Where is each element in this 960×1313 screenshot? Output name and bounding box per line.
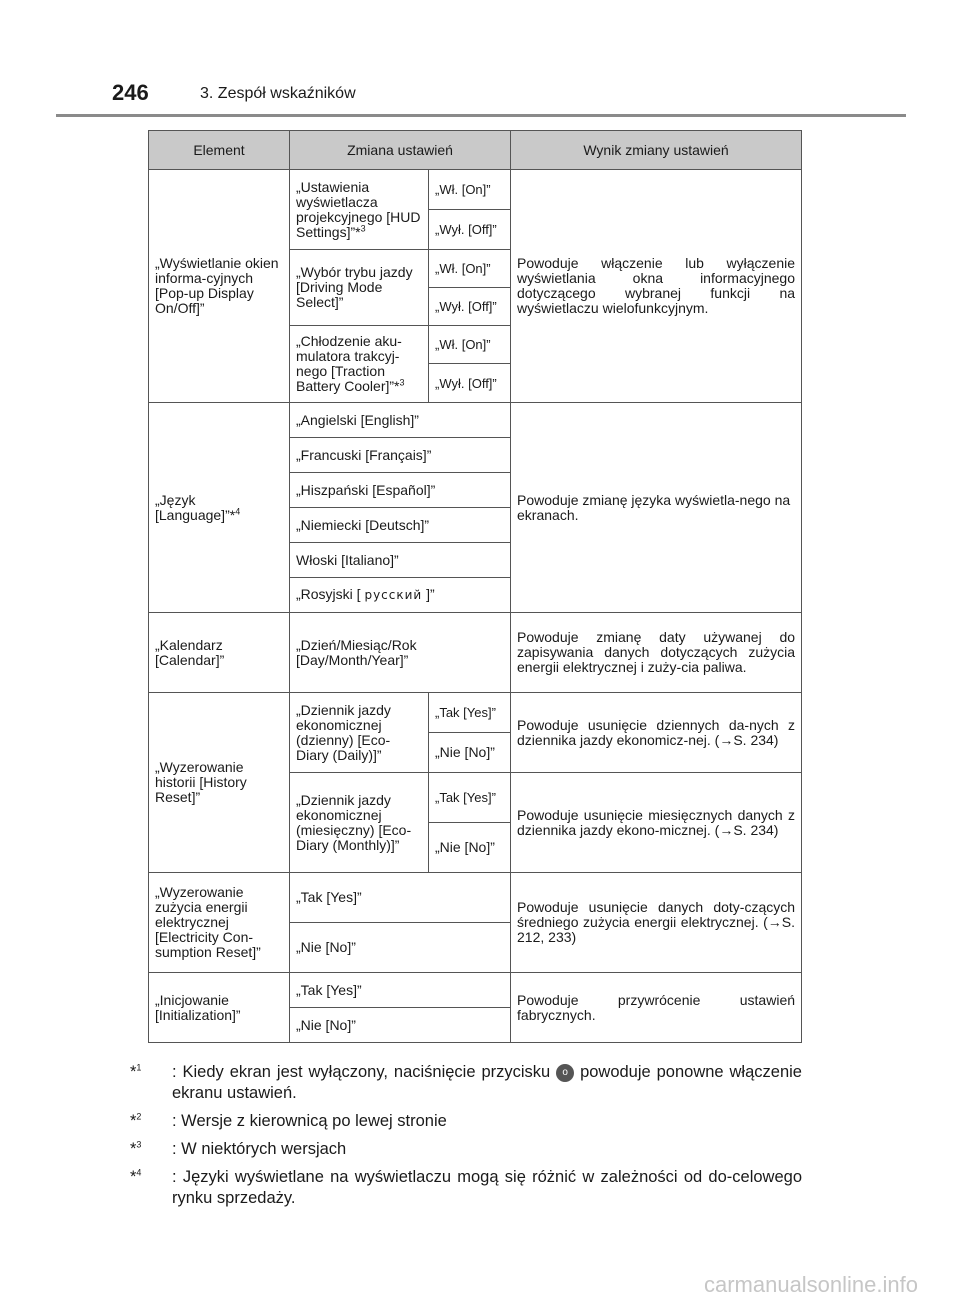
display-button-icon: o <box>556 1064 574 1082</box>
table-header-row <box>149 131 802 170</box>
column-header-result: Wynik zmiany ustawień <box>511 131 802 170</box>
drive-mode-setting-cell: „Wybór trybu jazdy [Driving Mode Select]” <box>290 250 429 326</box>
footnote-text: : Kiedy ekran jest wyłączony, naciśnięcie przycisku <box>172 1063 551 1081</box>
footnote-text: powoduje ponowne włączenie ekranu ustawień. <box>172 1063 802 1102</box>
daily-setting-cell: „Dziennik jazdy ekonomicznej (dzienny) [Eco-Diary (Daily)]” <box>290 693 429 773</box>
option-cell: „Wł. [On]” <box>429 326 511 364</box>
history-element-cell: „Wyzerowanie historii [History Reset]” <box>149 693 290 873</box>
hud-setting-label: „Ustawienia wyświetlacza projekcyjnego [HUD Settings]”* <box>296 178 421 240</box>
header-divider <box>56 114 906 117</box>
language-option-cell <box>290 578 511 613</box>
footnote-ref: 3 <box>399 377 405 388</box>
language-element-label: „Język [Language]”* <box>155 491 236 523</box>
footnote-mark: *$^3$ <box>130 1139 142 1158</box>
language-option-cell: „Hiszpański [Español]” <box>290 473 511 508</box>
option-cell: „Tak [Yes]” <box>429 693 511 733</box>
option-cell: „Tak [Yes]” <box>290 973 511 1008</box>
page-number: 246 <box>112 80 149 105</box>
russian-option-suffix: ]” <box>426 586 435 602</box>
option-cell: „Nie [No]” <box>290 1008 511 1043</box>
option-cell: „Nie [No]” <box>290 923 511 973</box>
calendar-result-cell: Powoduje zmianę daty używanej do zapisywania danych dotyczących zużycia energii elektrycznej i zuży-cia paliwa. <box>511 613 802 693</box>
column-header-element: Element <box>149 131 290 170</box>
init-element-cell: „Inicjowanie [Initialization]” <box>149 973 290 1043</box>
init-result-cell: Powoduje przywrócenie ustawień fabrycznych. <box>511 973 802 1043</box>
cooler-setting-cell <box>290 326 429 403</box>
language-result-cell: Powoduje zmianę języka wyświetla-nego na ekranach. <box>511 403 802 613</box>
option-cell: „Wył. [Off]” <box>429 364 511 403</box>
column-header-setting: Zmiana ustawień <box>290 131 511 170</box>
language-option-cell: Włoski [Italiano]” <box>290 543 511 578</box>
option-cell: „Nie [No]” <box>429 733 511 773</box>
monthly-setting-cell: „Dziennik jazdy ekonomicznej (miesięczny) [Eco-Diary (Monthly)]” <box>290 773 429 873</box>
option-cell: „Wył. [Off]” <box>429 210 511 250</box>
page-header <box>0 70 960 112</box>
option-cell: „Wył. [Off]” <box>429 288 511 326</box>
electricity-result-cell: Powoduje usunięcie danych doty-czących średniego zużycia energii elektrycznej. (→S. 212, 233) <box>511 873 802 973</box>
footnote-4 <box>130 1167 802 1209</box>
footnote-3 <box>130 1139 802 1160</box>
language-option-cell: „Francuski [Français]” <box>290 438 511 473</box>
russian-word: русский <box>364 588 423 602</box>
option-cell: „Wł. [On]” <box>429 250 511 288</box>
option-cell: „Nie [No]” <box>429 823 511 873</box>
daily-result-cell: Powoduje usunięcie dziennych da-nych z dziennika jazdy ekonomicz-nej. (→S. 234) <box>511 693 802 773</box>
footnote-ref: 3 <box>360 222 366 233</box>
option-cell: „Tak [Yes]” <box>429 773 511 823</box>
language-option-cell: „Angielski [English]” <box>290 403 511 438</box>
calendar-setting-cell: „Dzień/Miesiąc/Rok [Day/Month/Year]” <box>290 613 511 693</box>
language-element-cell <box>149 403 290 613</box>
footnote-text: : Wersje z kierownicą po lewej stronie <box>172 1112 447 1130</box>
cooler-setting-label: „Chłodzenie aku-mulatora trakcyj-nego [Traction Battery Cooler]”* <box>296 333 402 394</box>
russian-option-prefix: „Rosyjski [ <box>296 586 361 602</box>
language-option-cell: „Niemiecki [Deutsch]” <box>290 508 511 543</box>
option-cell: „Tak [Yes]” <box>290 873 511 923</box>
footnote-ref: 4 <box>235 505 241 516</box>
footnote-mark: *$^2$ <box>130 1111 142 1130</box>
footnotes <box>130 1062 802 1216</box>
footnote-text: : W niektórych wersjach <box>172 1140 347 1158</box>
calendar-element-cell: „Kalendarz [Calendar]” <box>149 613 290 693</box>
footnote-text: : Języki wyświetlane na wyświetlaczu mogą się różnić w zależności od do-celowego rynku sprzedaży. <box>172 1168 802 1207</box>
popup-result-cell: Powoduje włączenie lub wyłączenie wyświetlania okna informacyjnego dotyczącego wybranej funkcji na wyświetlaczu wielofunkcyjnym. <box>511 170 802 403</box>
footnote-1 <box>130 1062 802 1104</box>
footnote-2 <box>130 1111 802 1132</box>
hud-setting-cell <box>290 170 429 250</box>
popup-element-cell: „Wyświetlanie okien informa-cyjnych [Pop-up Display On/Off]” <box>149 170 290 403</box>
settings-table <box>148 130 802 1043</box>
option-cell: „Wł. [On]” <box>429 170 511 210</box>
watermark: carmanualsonline.info <box>703 1272 918 1297</box>
section-title: 3. Zespół wskaźników <box>200 85 356 102</box>
footnote-mark: *$^1$ <box>130 1062 142 1081</box>
monthly-result-cell: Powoduje usunięcie miesięcznych danych z dziennika jazdy ekono-micznej. (→S. 234) <box>511 773 802 873</box>
electricity-element-cell: „Wyzerowanie zużycia energii elektrycznej [Electricity Con-sumption Reset]” <box>149 873 290 973</box>
footnote-mark: *$^4$ <box>130 1167 142 1186</box>
